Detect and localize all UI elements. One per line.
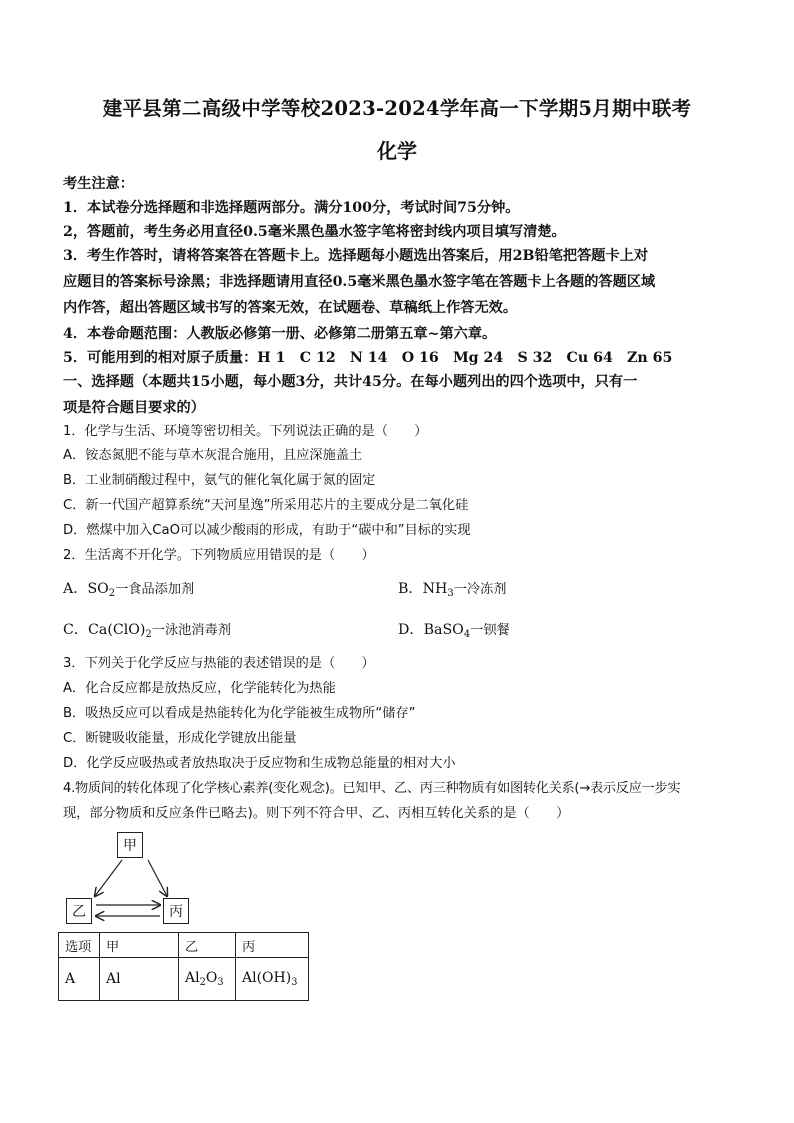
table-cell-bing xyxy=(236,958,309,1001)
q1-option-a: A．铵态氮肥不能与草木灰混合施用，且应深施盖土 xyxy=(63,448,363,463)
yi-formula-sub-2: 3 xyxy=(217,976,224,988)
diagram-box-yi: 乙 xyxy=(66,898,92,924)
q3-stem: 3．下列关于化学反应与热能的表述错误的是（ ） xyxy=(63,656,375,671)
q4-stem: 4.物质间的转化体现了化学核心素养(变化观念)。已知甲、乙、丙三种物质有如图转化关系(→表示反应一步实 xyxy=(63,781,681,796)
table-cell-jia: Al xyxy=(100,958,179,1001)
q2-option-c xyxy=(63,618,231,647)
table-header-bing: 丙 xyxy=(236,933,309,958)
diagram-box-bing: 丙 xyxy=(163,898,189,924)
notice-item-3-cont: 应题目的答案标号涂黑；非选择题请用直径0.5毫米黑色墨水签字笔在答题卡上各题的答题区域 xyxy=(63,274,656,290)
q2-option-c-label: C． xyxy=(63,622,89,638)
yi-formula-al: Al xyxy=(185,970,200,987)
q2-option-c-text: 一泳池消毒剂 xyxy=(151,623,231,638)
q2-option-d-subscript: 4 xyxy=(463,628,471,640)
notice-item-4: 4．本卷命题范围：人教版必修第一册、必修第二册第五章~第六章。 xyxy=(63,326,497,342)
yi-formula-sub-1: 2 xyxy=(199,976,206,988)
arrow-jia-to-bing xyxy=(148,860,167,896)
q2-option-a-subscript: 2 xyxy=(108,587,116,599)
q2-option-c-formula: Ca(ClO) xyxy=(88,622,146,638)
conversion-diagram xyxy=(63,830,203,930)
table-row xyxy=(59,958,309,1001)
q2-option-b xyxy=(398,577,507,606)
q2-option-b-label: B． xyxy=(398,581,423,597)
notice-item-3-end: 内作答，超出答题区域书写的答案无效，在试题卷、草稿纸上作答无效。 xyxy=(63,300,518,316)
q1-option-b: B．工业制硝酸过程中，氨气的催化氧化属于氮的固定 xyxy=(63,473,376,488)
q1-option-d: D．燃煤中加入CaO可以减少酸雨的形成，有助于“碳中和”目标的实现 xyxy=(63,523,471,538)
q2-option-a xyxy=(63,577,194,606)
q2-option-a-text: 一食品添加剂 xyxy=(115,582,195,597)
notice-item-2: 2，答题前，考生务必用直径0.5毫米黑色墨水签字笔将密封线内项目填写清楚。 xyxy=(63,224,566,240)
table-header-option: 选项 xyxy=(59,933,100,958)
section-heading: 一、选择题（本题共15小题，每小题3分，共计45分。在每小题列出的四个选项中，只有一 xyxy=(63,374,638,390)
q1-option-c: C．新一代国产超算系统“天河星逸”所采用芯片的主要成分是二氧化硅 xyxy=(63,498,469,513)
exam-title: 建平县第二高级中学等校2023-2024学年高一下学期5月期中联考 xyxy=(102,97,692,120)
q2-option-b-text: 一冷冻剂 xyxy=(453,582,507,597)
q3-option-c: C．断键吸收能量，形成化学键放出能量 xyxy=(63,731,297,746)
q4-option-table xyxy=(58,932,309,1001)
q2-option-d-text: 一钡餐 xyxy=(470,623,510,638)
q2-option-d-label: D． xyxy=(398,622,424,638)
q1-stem: 1．化学与生活、环境等密切相关。下列说法正确的是（ ） xyxy=(63,424,428,439)
table-header-jia: 甲 xyxy=(100,933,179,958)
q2-option-d xyxy=(398,618,510,647)
q3-option-b: B．吸热反应可以看成是热能转化为化学能被生成物所“储存” xyxy=(63,706,416,721)
section-heading-cont: 项是符合题目要求的） xyxy=(63,400,205,416)
diagram-box-jia: 甲 xyxy=(117,832,143,858)
q2-option-b-subscript: 3 xyxy=(447,587,454,599)
notice-item-3: 3．考生作答时，请将答案答在答题卡上。选择题每小题选出答案后，用2B铅笔把答题卡上对 xyxy=(63,248,649,264)
table-cell-yi xyxy=(179,958,236,1001)
subject-title: 化学 xyxy=(377,139,417,163)
q3-option-d: D．化学反应吸热或者放热取决于反应物和生成物总能量的相对大小 xyxy=(63,756,456,771)
arrow-jia-to-yi xyxy=(95,860,122,896)
bing-formula-base: Al(OH) xyxy=(242,970,292,987)
q2-stem: 2．生活离不开化学。下列物质应用错误的是（ ） xyxy=(63,548,375,563)
q3-option-a: A．化合反应都是放热反应，化学能转化为热能 xyxy=(63,681,336,696)
q2-option-a-formula: SO xyxy=(87,581,109,597)
yi-formula-o: O xyxy=(205,970,218,987)
notice-item-5: 5．可能用到的相对原子质量：H 1 C 12 N 14 O 16 Mg 24 S 32 Cu 64 Zn 65 xyxy=(63,350,673,366)
bing-formula-sub: 3 xyxy=(291,976,298,988)
q4-stem-cont: 现，部分物质和反应条件已略去)。则下列不符合甲、乙、丙相互转化关系的是（ ） xyxy=(63,806,570,821)
q2-option-b-formula: NH xyxy=(422,581,448,597)
table-header-yi: 乙 xyxy=(179,933,236,958)
q2-option-d-formula: BaSO xyxy=(423,622,464,638)
q2-option-c-subscript: 2 xyxy=(145,628,152,640)
notice-item-1: 1．本试卷分选择题和非选择题两部分。满分100分，考试时间75分钟。 xyxy=(63,200,520,216)
q2-option-a-label: A． xyxy=(63,581,88,597)
table-cell-option: A xyxy=(59,958,100,1001)
notice-heading: 考生注意： xyxy=(63,176,134,192)
